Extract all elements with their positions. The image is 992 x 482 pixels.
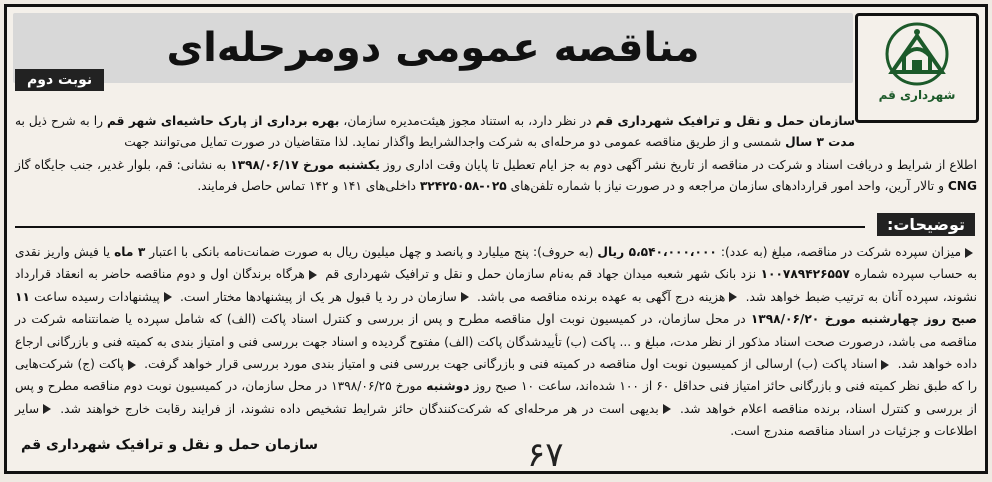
contract-duration: مدت ۳ سال — [785, 135, 855, 149]
intro-paragraph-1 — [15, 111, 855, 153]
round-badge: نوبت دوم — [15, 69, 104, 91]
notes-divider — [15, 226, 865, 228]
deposit-amount: ۵،۵۴۰،۰۰۰،۰۰۰ ریال — [597, 245, 717, 259]
intro-text: اطلاع از شرایط و دریافت اسناد و شرکت در مناقصه از تاریخ نشر آگهی دوم به جز ایام تعطیل تا پایان وقت اداری روز — [379, 158, 977, 172]
notes-heading: توضیحات: — [877, 213, 975, 236]
note-text: مورخ ۱۳۹۸/۰۶/۲۵ در محل سازمان، در کمیسیون نوبت دوم مناقصه مطرح و پس از بررسی و کنترل اسناد، برنده مناقصه اعلام خواهد شد. — [15, 379, 978, 416]
tender-notice — [4, 4, 988, 474]
bullet-icon — [461, 292, 469, 302]
note-text: سایر اطلاعات و جزئیات در اسناد مناقصه مندرج است. — [15, 401, 977, 439]
qom-municipality-logo — [855, 13, 979, 123]
intro-text: و تالار آرین، واحد امور قراردادهای سازمان مراجعه و در صورت نیاز با شماره تلفن‌های — [506, 179, 948, 193]
municipality-emblem-icon — [878, 22, 956, 86]
tender-subject: بهره برداری از پارک حاشیه‌ای شهر قم — [106, 114, 340, 128]
bullet-icon — [43, 404, 51, 414]
note-text: پیشنهادات رسیده ساعت — [29, 289, 160, 304]
account-number: ۱۰۰۷۸۹۴۲۶۵۵۷ — [760, 267, 850, 282]
bullet-icon — [729, 292, 737, 302]
bullet-icon — [965, 248, 973, 258]
notes-body — [15, 241, 977, 443]
note-text: اسناد پاکت (ب) ارسالی از کمیسیون نوبت اول مناقصه در کمیته فنی و بازرگانی جهت بررسی فنی و امتیاز بندی مورد بررسی قرار خواهد گرفت. — [144, 357, 878, 372]
title-band — [13, 13, 853, 83]
phone-number: ۰۲۵-۳۲۴۲۵۰۵۸ — [419, 179, 507, 193]
note-text: هزینه درج آگهی به عهده برنده مناقصه می باشد. — [477, 289, 726, 304]
note-text: بدیهی است در هر مرحله‌ای که شرکت‌کنندگان حائز شرایط تشخیص داده نشوند، از فرایند رقابت خارج خواهند شد. — [60, 401, 659, 416]
bullet-icon — [309, 270, 317, 280]
guarantee-validity: ۳ ماه — [114, 245, 146, 259]
note-text: (به حروف): پنج میلیارد و پانصد و چهل میلیون ریال به صورت ضمانت‌نامه بانکی با اعتبار — [145, 245, 598, 259]
note-text: هرگاه برندگان اول و دوم مناقصه حاضر به انعقاد قرارداد نشوند، سپرده آنان به ترتیب ضبط خواهد شد. — [15, 267, 978, 304]
bullet-icon — [881, 360, 889, 370]
note-text: میزان سپرده شرکت در مناقصه، مبلغ (به عدد): — [716, 245, 962, 259]
intro-text: در نظر دارد، به استناد مجوز هیئت‌مدیره سازمان، — [339, 114, 596, 128]
deadline-date: یکشنبه مورخ ۱۳۹۸/۰۶/۱۷ — [230, 158, 380, 172]
cng-label: CNG — [947, 179, 977, 193]
intro-text: به نشانی: قم، بلوار غدیر، جنب جایگاه گاز — [15, 158, 231, 172]
note-text: سازمان در رد یا قبول هر یک از پیشنهادها مختار است. — [180, 289, 457, 304]
organization-name: سازمان حمل و نقل و ترافیک شهرداری قم — [595, 114, 855, 128]
notice-title: مناقصه عمومی دومرحله‌ای — [166, 25, 700, 71]
opening-time: ۱۱ صبح روز چهارشنبه — [15, 289, 977, 327]
second-session-day: دوشنبه — [426, 379, 470, 394]
bullet-icon — [164, 292, 172, 302]
bullet-icon — [128, 360, 136, 370]
intro-text: را به شرح ذیل به — [15, 114, 107, 128]
intro-text: داخلی‌های ۱۴۱ و ۱۴۲ تماس حاصل فرمایند. — [197, 179, 420, 193]
note-text: نزد بانک شهر شعبه میدان جهاد قم به‌نام سازمان حمل و نقل و ترافیک شهرداری قم — [325, 267, 761, 282]
signature-line: سازمان حمل و نقل و ترافیک شهرداری قم — [21, 437, 319, 453]
note-text: در محل سازمان، در کمیسیون نوبت اول مناقصه مطرح و پس از بررسی و کنترل اسناد پاکت (الف) که شامل سپرده یا ضمانتنامه شرکت در مناقصه می باشد، درصورت صحت اسناد مذکور از نظر مدت، مبلغ و ... پاکت (ب) تأییدشدگان پاکت (الف) مفتوح گردیده و اسناد جهت بررسی فنی و امتیاز بندی به کمیته فنی و بازرگانی ارجاع داده خواهد شد. — [15, 312, 977, 372]
intro-paragraph-2 — [15, 155, 977, 197]
intro-text: شمسی و از طریق مناقصه عمومی دو مرحله‌ای به شرکت واجدالشرایط واگذار نماید. لذا متقاضیان در صورت تمایل می‌توانند جهت — [124, 135, 786, 149]
notice-header — [7, 7, 985, 105]
note-text: پاکت (ج) شرکت‌هایی را که طبق نظر کمیته فنی و بازرگانی حائز امتیاز فنی حداقل ۶۰ از ۱۰۰ شده‌اند، ساعت ۱۰ صبح روز — [15, 357, 978, 394]
note-text: یا فیش واریز نقدی به حساب سپرده شماره — [15, 245, 978, 282]
handwritten-number: ۶۷ — [527, 435, 564, 475]
bullet-icon — [663, 404, 671, 414]
logo-label: شهرداری قم — [878, 88, 956, 102]
opening-date: مورخ ۱۳۹۸/۰۶/۲۰ — [750, 312, 862, 327]
